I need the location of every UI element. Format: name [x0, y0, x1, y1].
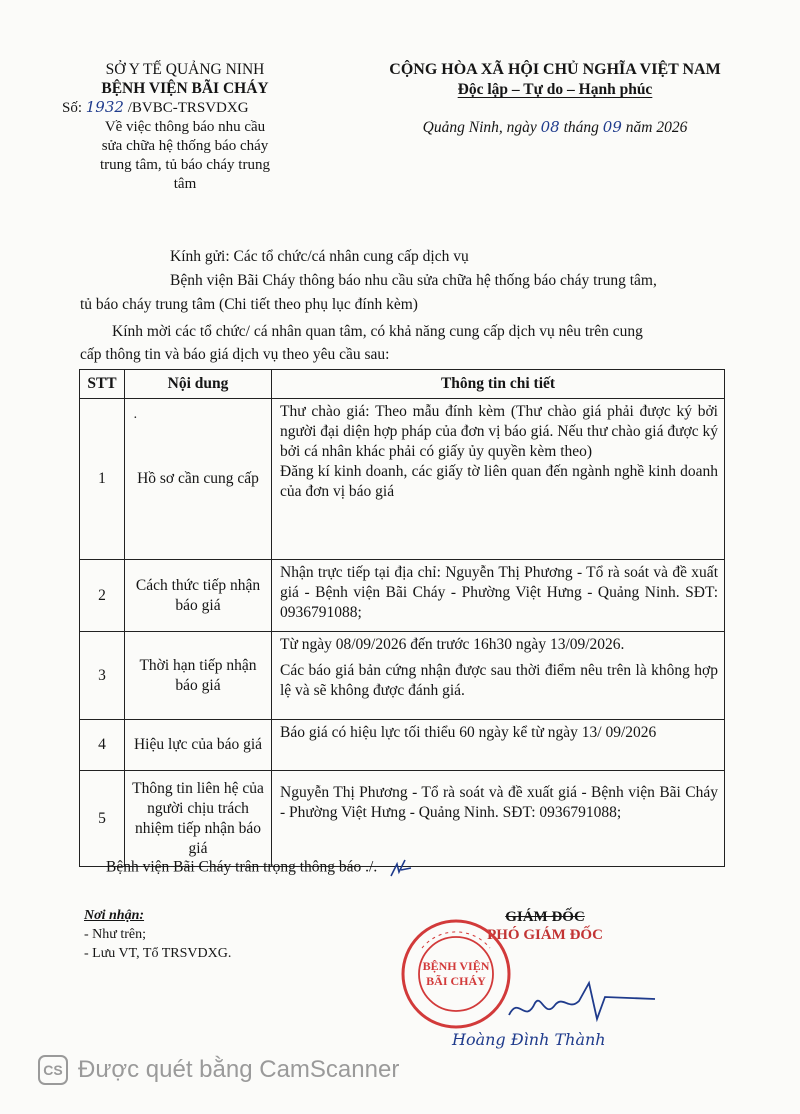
camscanner-logo-icon: CS — [38, 1055, 68, 1085]
initial-mark-icon — [387, 856, 415, 880]
recipients-label: Nơi nhận: — [84, 908, 145, 923]
stray-dot: · — [133, 411, 138, 426]
issuer-org: SỞ Y TẾ QUẢNG NINH — [105, 61, 265, 78]
seal-line-2: BÃI CHÁY — [426, 974, 486, 988]
camscanner-text: Được quét bằng CamScanner — [78, 1056, 400, 1083]
detail-line: Nhận trực tiếp tại địa chỉ: Nguyễn Thị Phương - Tổ rà soát và đề xuất giá - Bệnh viện Bãi Cháy - Phường Việt Hưng - Quảng Ninh. SĐT: 0936791088; — [280, 564, 718, 621]
detail-line: Đăng kí kinh doanh, các giấy tờ liên quan đến ngành nghề kinh doanh của đơn vị báo giá — [280, 463, 718, 500]
row-stt: 3 — [80, 632, 125, 720]
issuer-hospital: BỆNH VIỆN BÃI CHÁY — [101, 80, 269, 97]
row-stt: 2 — [80, 560, 125, 632]
greeting: Kính gửi: Các tổ chức/cá nhân cung cấp dịch vụ — [170, 248, 469, 265]
recipient-item: - Lưu VT, Tổ TRSVDXG. — [84, 946, 232, 961]
paragraph-1-line-1: Bệnh viện Bãi Cháy thông báo nhu cầu sửa chữa hệ thống báo cháy trung tâm, — [170, 272, 657, 289]
doc-number-handwritten: 1932 — [85, 98, 124, 116]
row-content: Thông tin liên hệ của người chịu trách nhiệm tiếp nhận báo giá — [125, 771, 272, 867]
doc-number-suffix: /BVBC-TRSVDXG — [123, 100, 249, 116]
date-month-label: tháng — [559, 119, 603, 136]
row-detail — [272, 720, 725, 771]
detail-line: Báo giá có hiệu lực tối thiểu 60 ngày kể từ ngày 13/ 09/2026 — [280, 724, 657, 741]
row-detail — [272, 560, 725, 632]
table-row — [80, 720, 725, 771]
detail-line: Thư chào giá: Theo mẫu đính kèm (Thư chào giá phải được ký bởi người đại diện hợp pháp của đơn vị báo giá. Nếu thư chào giá được ký bởi cá nhân khác phải có giấy ủy quyền kèm theo) — [280, 403, 718, 460]
official-seal-icon — [400, 918, 512, 1030]
camscanner-watermark — [38, 1055, 399, 1085]
row-detail — [272, 399, 725, 560]
detail-line: Từ ngày 08/09/2026 đến trước 16h30 ngày 13/09/2026. — [280, 636, 625, 653]
nation-motto: Độc lập – Tự do – Hạnh phúc — [457, 81, 653, 98]
subject-line: tâm — [173, 176, 197, 192]
date-month: 09 — [602, 118, 622, 136]
signature-scribble-icon — [505, 975, 665, 1030]
header-detail: Thông tin chi tiết — [272, 370, 725, 399]
subject-line: sửa chữa hệ thống báo cháy — [101, 138, 269, 154]
row-stt: 4 — [80, 720, 125, 771]
closing-line — [106, 856, 415, 880]
issuer-block — [60, 60, 310, 194]
table-row — [80, 771, 725, 867]
place-date — [330, 118, 780, 137]
row-stt: 1 — [80, 399, 125, 560]
date-year: năm 2026 — [621, 119, 688, 136]
signer-name: Hoàng Đình Thành — [452, 1030, 606, 1049]
recipient-item: - Như trên; — [84, 927, 147, 942]
row-content: Cách thức tiếp nhận báo giá — [125, 560, 272, 632]
detail-line: Các báo giá bản cứng nhận được sau thời điểm nêu trên là không hợp lệ và sẽ không được đánh giá. — [280, 662, 718, 699]
date-day: 08 — [540, 118, 560, 136]
doc-number-prefix: Số: — [62, 100, 86, 116]
signature-title-struck: GIÁM ĐỐC — [505, 909, 585, 925]
detail-line: Nguyễn Thị Phương - Tổ rà soát và đề xuất giá - Bệnh viện Bãi Cháy - Phường Việt Hưng - Quảng Ninh. SĐT: 0936791088; — [280, 784, 718, 821]
table-row — [80, 560, 725, 632]
row-content: Hiệu lực của báo giá — [125, 720, 272, 771]
paragraph-2-line-2: cấp thông tin và báo giá dịch vụ theo yêu cầu sau: — [80, 346, 390, 363]
nation-title: CỘNG HÒA XÃ HỘI CHỦ NGHĨA VIỆT NAM — [389, 61, 721, 78]
document-subject — [60, 118, 310, 194]
date-place-label: Quảng Ninh, ngày — [422, 119, 541, 136]
subject-line: trung tâm, tủ báo cháy trung — [100, 157, 270, 173]
header-stt: STT — [80, 370, 125, 399]
paragraph-1-line-2: tủ báo cháy trung tâm (Chi tiết theo phụ lục đính kèm) — [80, 296, 418, 313]
national-header — [330, 60, 780, 137]
table-row — [80, 632, 725, 720]
recipients-block — [84, 906, 231, 963]
seal-line-1: BỆNH VIỆN — [422, 959, 490, 973]
closing-text: Bệnh viện Bãi Cháy trân trọng thông báo ./. — [106, 858, 378, 876]
document-number — [60, 98, 310, 118]
subject-line: Về việc thông báo nhu cầu — [104, 119, 266, 135]
paragraph-2-line-1: Kính mời các tổ chức/ cá nhân quan tâm, có khả năng cung cấp dịch vụ nêu trên cung — [112, 323, 643, 340]
table-header-row — [80, 370, 725, 399]
row-detail — [272, 771, 725, 867]
row-content: Hồ sơ cần cung cấp — [125, 399, 272, 560]
table-row — [80, 399, 725, 560]
row-detail — [272, 632, 725, 720]
row-stt: 5 — [80, 771, 125, 867]
row-content: Thời hạn tiếp nhận báo giá — [125, 632, 272, 720]
requirements-table — [79, 369, 725, 867]
header-content: Nội dung — [125, 370, 272, 399]
signature-title-actual: PHÓ GIÁM ĐỐC — [487, 927, 603, 943]
